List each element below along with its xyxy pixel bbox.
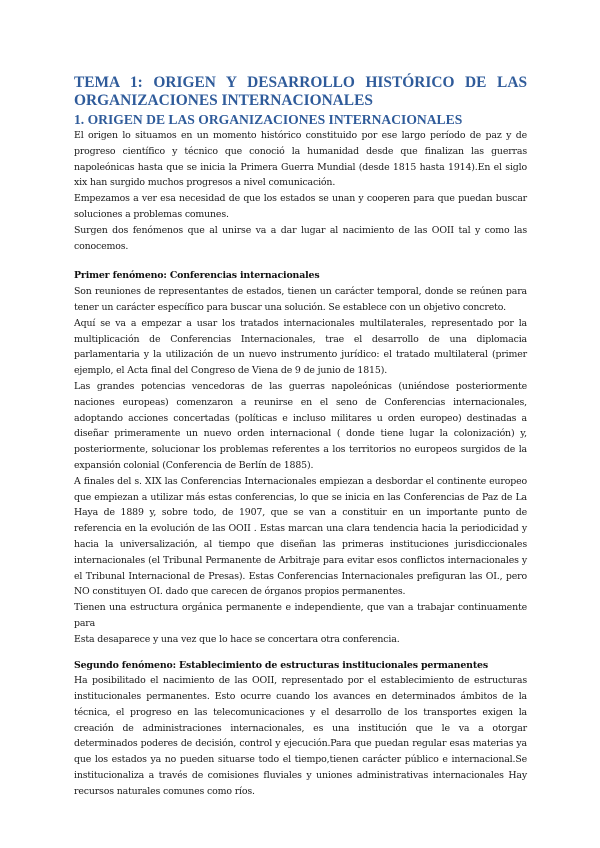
first-phenomenon-heading: Primer fenómeno: Conferencias internacionales — [74, 270, 320, 282]
first-phenomenon-paragraph: Tienen una estructura orgánica permanente e independiente, que van a trabajar continuamente para — [74, 602, 527, 629]
document-title: TEMA 1: ORIGEN Y DESARROLLO HISTÓRICO DE LAS ORGANIZACIONES INTERNACIONALES — [74, 74, 527, 109]
first-phenomenon-paragraph: Son reuniones de representantes de estados, tienen un carácter temporal, donde se reúnen para tener un carácter específico para buscar una solución. Se establece con un objetivo concreto. — [74, 286, 527, 313]
intro-paragraph: El origen lo situamos en un momento histórico constituido por ese largo período de paz y de progreso científico y técnico que conoció la humanidad desde que finalizan las guerras napoleónicas hasta que se inicia la Primera Guerra Mundial (desde 1815 hasta 1914).En el siglo xix han surgido muchos progresos a nivel comunicación. — [74, 130, 527, 189]
second-phenomenon-heading: Segundo fenómeno: Establecimiento de estructuras institucionales permanentes — [74, 659, 488, 671]
first-phenomenon-paragraph: Las grandes potencias vencedoras de las guerras napoleónicas (uniéndose posteriormente naciones europeas) comenzaron a reunirse en el seno de Conferencias internacionales, adoptando acciones concertadas (políticas e incluso militares u orden europeo) destinadas a diseñar primeramente un nuevo orden internacional ( donde tiene lugar la colonización) y, posteriormente, solucionar los problemas referentes a los territorios no europeos surgidos de la expansión colonial (Conferencia de Berlín de 1885). — [74, 380, 527, 471]
first-phenomenon-paragraph: Aquí se va a empezar a usar los tratados internacionales multilaterales, representado por la multiplicación de Conferencias Internacionales, trae el desarrollo de una diplomacia parlamentaria y la utilización de un nuevo instrumento jurídico: el tratado multilateral (primer ejemplo, el Acta final del Congreso de Viena de 9 de junio de 1815). — [74, 317, 527, 377]
document-body — [74, 74, 527, 800]
first-phenomenon-paragraph: A finales del s. XIX las Conferencias Internacionales empiezan a desbordar el continente europeo que empiezan a utilizar más estas conferencias, lo que se inicia en las Conferencias de Paz de La Haya de 1889 y, sobre todo, de 1907, que se van a constituir en un importante punto de referencia en la evolución de las OOII . Estas marcan una clara tendencia hacia la periodicidad y hacia la universalización, al tiempo que diseñan las primeras instituciones jurisdiccionales internacionales (el Tribunal Permanente de Arbitraje para evitar esos conflictos internacionales y el Tribunal Internacional de Presas). Estas Conferencias Internacionales prefiguran las OI., pero NO constituyen OI. dado que carecen de órganos propios permanentes. — [74, 475, 527, 598]
intro-paragraph: Surgen dos fenómenos que al unirse va a dar lugar al nacimiento de las OOII tal y como las conocemos. — [74, 224, 527, 252]
section-heading: 1. ORIGEN DE LAS ORGANIZACIONES INTERNACIONALES — [74, 112, 463, 127]
intro-paragraph: Empezamos a ver esa necesidad de que los estados se unan y cooperen para que puedan buscar soluciones a problemas comunes. — [74, 193, 527, 220]
first-phenomenon-paragraph: Esta desaparece y una vez que lo hace se concertara otra conferencia. — [74, 633, 400, 645]
second-phenomenon-paragraph: Ha posibilitado el nacimiento de las OOII, representado por el establecimiento de estructuras institucionales permanentes. Esto ocurre cuando los avances en determinados ámbitos de la técnica, el progreso en las telecomunicaciones y el desarrollo de los transportes exigen la creación de administraciones internacionales, es una institución que le va a otorgar determinados poderes de decisión, control y ejecución.Para que puedan regular esas materias ya que los estados ya no pueden situarse todo el tiempo,tienen carácter público e internacional.Se institucionaliza a través de comisiones fluviales y uniones administrativas internacionales Hay recursos naturales comunes como ríos. — [74, 675, 527, 797]
